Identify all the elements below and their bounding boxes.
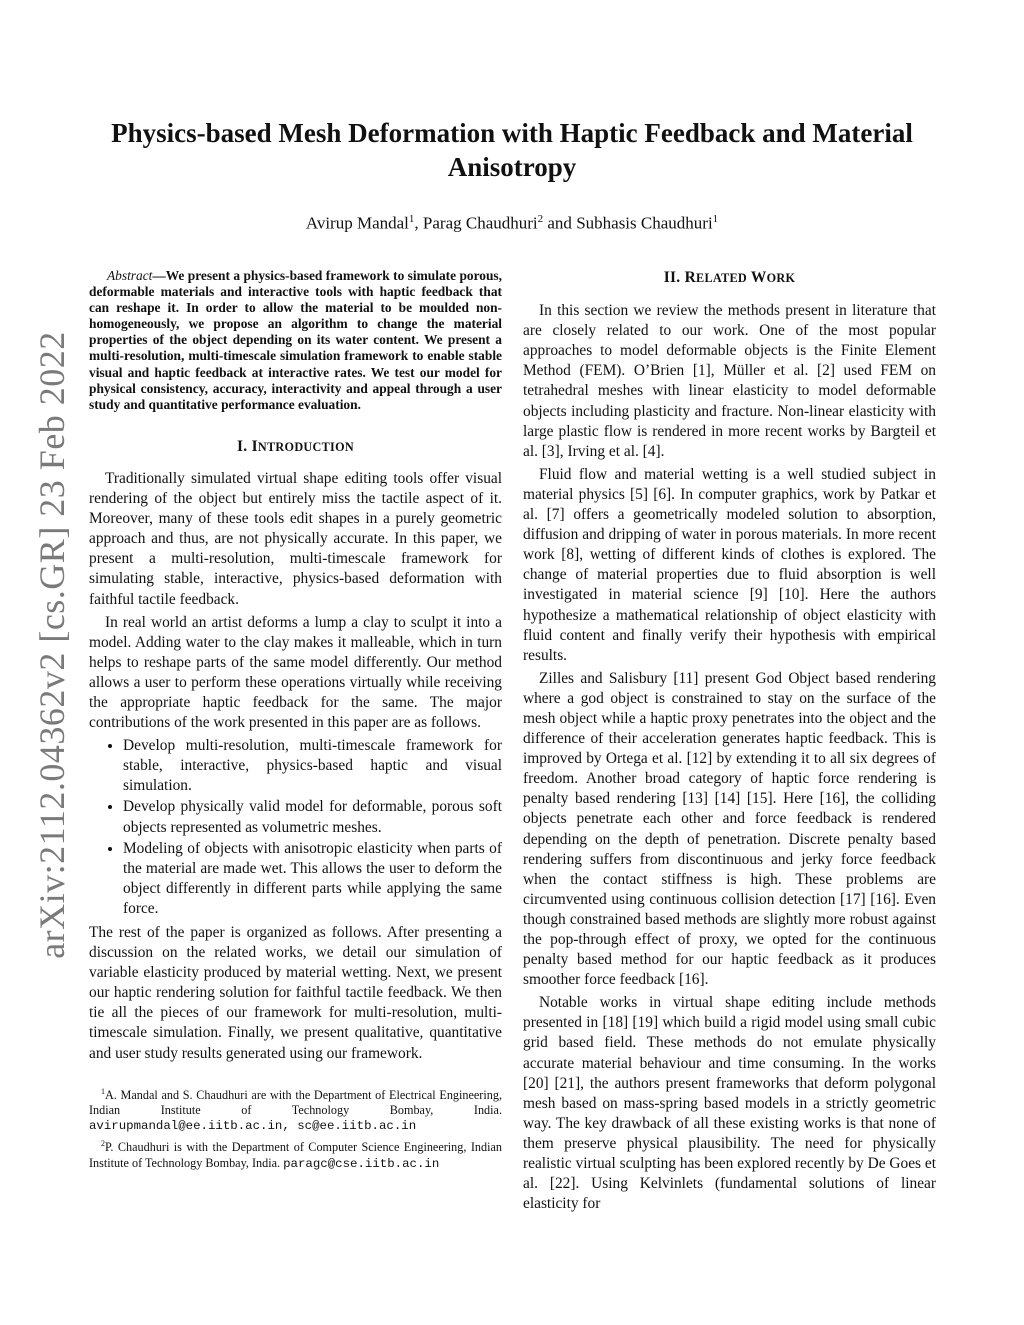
author-separator: and bbox=[543, 213, 577, 233]
footnote-text: P. Chaudhuri is with the Department of Computer Science Engineering, Indian Institute of Technology Bombay, India. bbox=[89, 1140, 502, 1170]
paragraph: Zilles and Salisbury [11] present God Object based rendering where a god object is constrained to stay on the surface of the mesh object while a haptic proxy penetrates into the object and the difference of their acceleration generates haptic feedback. This is improved by Ortega et al. [12] by extending it to all six degrees of freedom. Another broad category of haptic force rendering is penalty based rendering [13] [14] [15]. Here [16], the colliding objects penetrate each other and force feedback is rendered depending on the depth of penetration. Discrete penalty based rendering suffers from discontinuous and jerky force feedback when the contact stiffness is high. These problems are circumvented using continuous collision detection [17] [16]. Even though constrained based methods are slightly more robust against the pop-through effect of proxy, we opted for the continuous penalty based method for our haptic feedback as it produces smoother force feedback [16]. bbox=[523, 669, 936, 989]
list-item: • Modeling of objects with anisotropic elasticity when parts of the material are made wet. This allows the user to deform the object differently in different parts while applying the same force. bbox=[123, 839, 502, 919]
section-title-smallcaps: NTRODUCTION bbox=[257, 439, 354, 454]
footnote-mark: 1 bbox=[101, 1086, 105, 1096]
section-title-initial: W bbox=[750, 269, 767, 286]
section-title-smallcaps: ELATED bbox=[696, 271, 748, 285]
author-affiliation-mark: 1 bbox=[408, 213, 415, 225]
contribution-list bbox=[89, 736, 502, 919]
section-title-smallcaps: ORK bbox=[766, 271, 796, 285]
author-name: Parag Chaudhuri bbox=[422, 213, 538, 233]
footnote-email: paragc@cse.iitb.ac.in bbox=[283, 1156, 440, 1171]
abstract-dash: — bbox=[152, 268, 166, 283]
author-affiliation-mark: 2 bbox=[537, 213, 544, 225]
paragraph: The rest of the paper is organized as follows. After presenting a discussion on the related works, we detail our simulation of variable elasticity produced by material wetting. Next, we present our haptic rendering solution for faithful tactile feedback. We then tie all the pieces of our framework for multi-resolution, multi-timescale simulation. Finally, we present qualitative, quantitative and user study results generated using our framework. bbox=[89, 924, 502, 1062]
paper-title: Physics-based Mesh Deformation with Haptic Feedback and Material Anisotropy bbox=[111, 118, 913, 182]
paragraph: Fluid flow and material wetting is a well studied subject in material physics [5] [6]. In computer graphics, work by Patkar et al. [7] offers a geometrically modeled solution to absorption, diffusion and dripping of water in porous materials. In more recent work [8], wetting of different kinds of clothes is explored. The change of material properties due to fluid absorption is well investigated in material science [9] [10]. Here the authors hypothesize a mathematical relationship of object elasticity with fluid content and finally verify their hypothesis with empirical results. bbox=[523, 465, 936, 664]
section-title-initial: R bbox=[684, 269, 697, 286]
author-list bbox=[90, 208, 934, 235]
footnote bbox=[89, 1136, 502, 1171]
paragraph: In this section we review the methods present in literature that are closely related to our work. One of the most popular approaches to model deformable objects is the Finite Element Method (FEM). O’Brien [1], Müller et al. [2] used FEM on tetrahedral meshes with linear elasticity to model deformable objects including plasticity and fracture. Non-linear elasticity with large plastic flow is rendered in more recent works by Bargteil et al. [3], Irving et al. [4]. bbox=[523, 302, 936, 460]
footnote-email: avirupmandal@ee.iitb.ac.in, sc@ee.iitb.ac.in bbox=[89, 1119, 417, 1134]
abstract bbox=[89, 268, 502, 413]
arxiv-identifier-stamp: arXiv:2112.04362v2 [cs.GR] 23 Feb 2022 bbox=[32, 331, 72, 959]
paragraph: In real world an artist deforms a lump a clay to sculpt it into a model. Adding water to the clay makes it malleable, which in turn helps to reshape parts of the same model differently. Our method allows a user to perform these operations virtually while receiving the appropriate haptic feedback for the same. The major contributions of the work presented in this paper are as follows. bbox=[89, 613, 502, 732]
abstract-text: We present a physics-based framework to simulate porous, deformable materials and interactive tools with haptic feedback that can reshape it. In order to allow the material to be moulded non-homogeneously, we propose an algorithm to change the material properties of the object depending on its water content. We present a multi-resolution, multi-timescale simulation framework to enable stable visual and haptic feedback at interactive rates. We test our model for physical consistency, accuracy, interactivity and appeal through a user study and quantitative performance evaluation. bbox=[89, 268, 502, 412]
section-numeral: II. bbox=[663, 269, 681, 286]
author-affiliation-mark: 1 bbox=[712, 213, 719, 225]
abstract-label: Abstract bbox=[107, 268, 153, 283]
section-title-initial: I bbox=[251, 437, 258, 455]
paragraph: Notable works in virtual shape editing include methods presented in [18] [19] which build a rigid model using small cubic grid based field. These methods do not emulate physically accurate material behaviour and time consuming. In the works [20] [21], the authors present frameworks that deform polygonal mesh based on mass-spring based models in a strictly geometric way. The key drawback of all these existing works is that none of them preserve physical plausibility. The need for physically realistic virtual sculpting has been explored recently by De Goes et al. [22]. Using Kelvinlets (fundamental solutions of linear elasticity for bbox=[523, 994, 936, 1213]
right-column bbox=[523, 268, 936, 1217]
left-column bbox=[89, 268, 502, 1174]
paragraph: Traditionally simulated virtual shape editing tools offer visual rendering of the object but entirely miss the tactile aspect of it. Moreover, many of these tools edit shapes in a purely geometric approach and thus, are not physically accurate. In this paper, we present a multi-resolution, multi-timescale framework for simulating stable, interactive, physics-based deformation with faithful tactile feedback. bbox=[89, 469, 502, 608]
section-heading-introduction bbox=[89, 437, 502, 457]
author-name: Avirup Mandal bbox=[305, 213, 409, 233]
list-item: • Develop multi-resolution, multi-timescale framework for stable, interactive, physics-based haptic and visual simulation. bbox=[123, 736, 502, 796]
section-numeral: I. bbox=[237, 437, 248, 455]
footnote bbox=[89, 1084, 502, 1135]
footnotes bbox=[89, 1084, 502, 1172]
author-separator: , bbox=[414, 213, 423, 233]
list-item: • Develop physically valid model for deformable, porous soft objects represented as volumetric meshes. bbox=[123, 797, 502, 837]
section-heading-related-work bbox=[523, 268, 936, 288]
footnote-text: A. Mandal and S. Chaudhuri are with the Department of Electrical Engineering, Indian Institute of Technology Bombay, India. bbox=[89, 1087, 502, 1117]
author-name: Subhasis Chaudhuri bbox=[576, 213, 713, 233]
footnote-mark: 2 bbox=[101, 1139, 105, 1149]
